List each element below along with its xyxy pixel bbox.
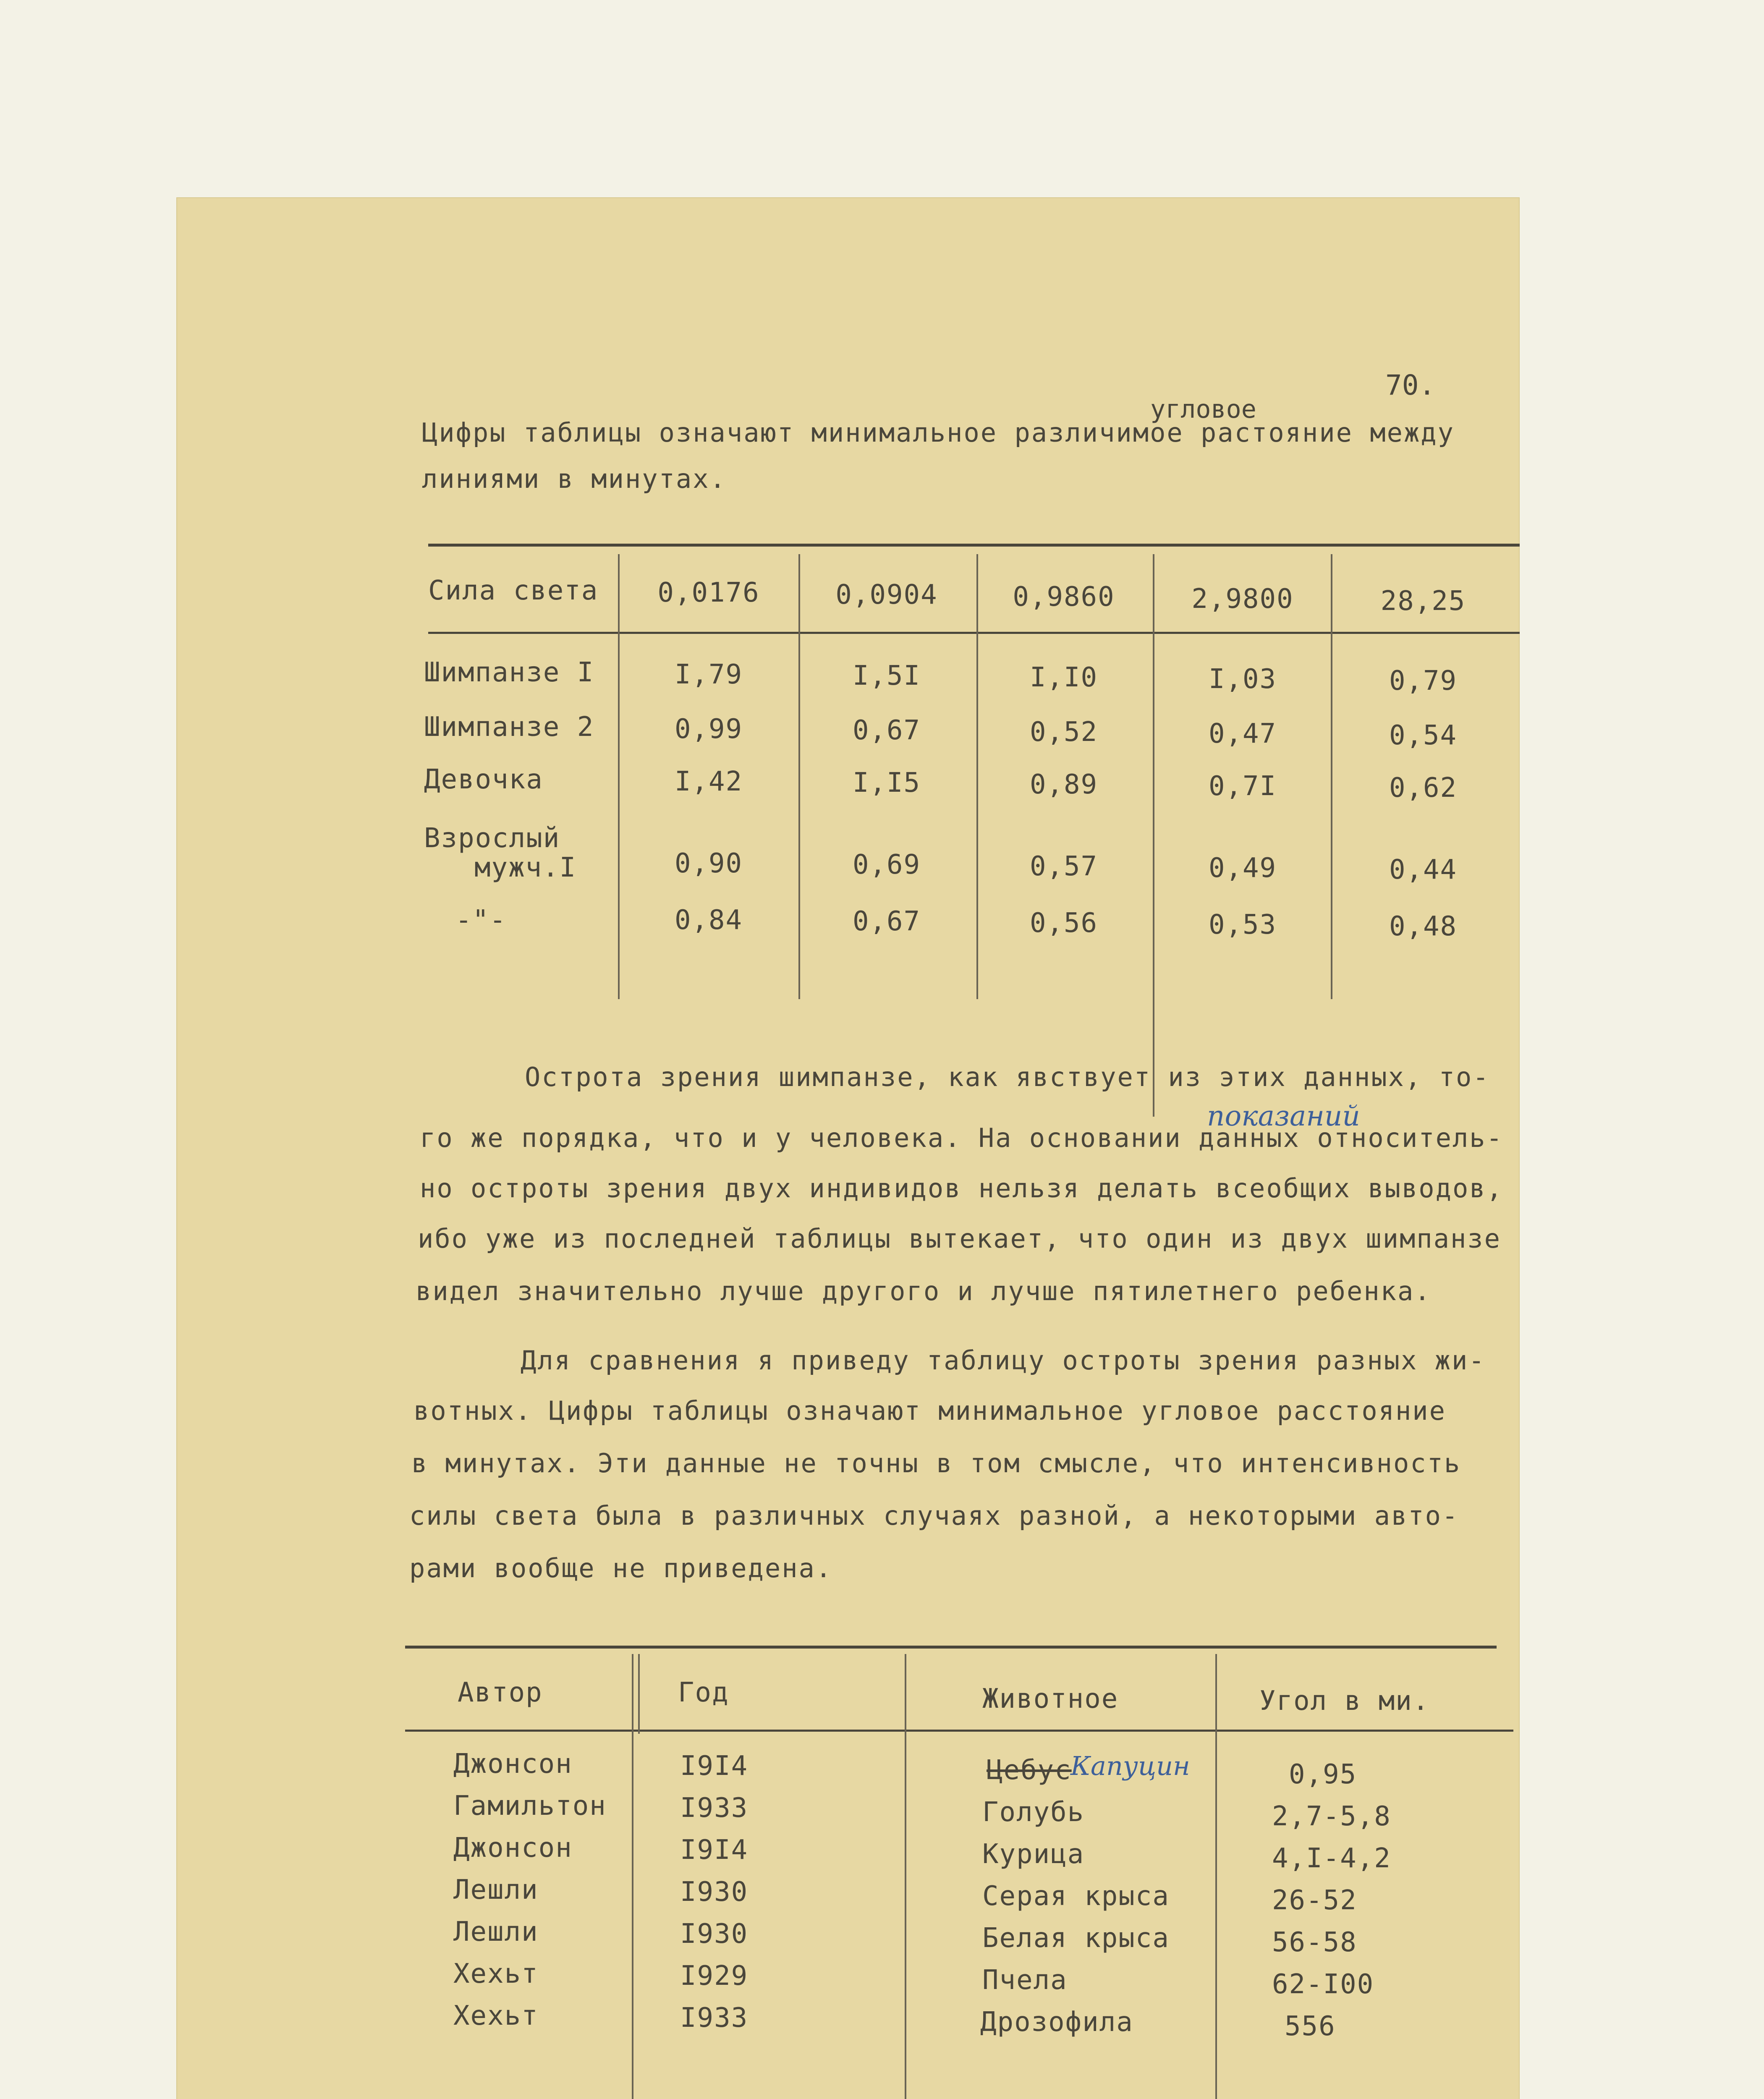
paragraph1-line: Острота зрения шимпанзе, как явствует из этих данных, то- xyxy=(525,1062,1490,1092)
table1-cell: I,03 xyxy=(1208,664,1277,695)
table1-cell: I,42 xyxy=(674,766,743,797)
table1-col-sep xyxy=(798,554,800,999)
intro-line-1: Цифры таблицы означают минимальное различимое растояние между xyxy=(422,417,1455,448)
table1-cell: 0,53 xyxy=(1208,909,1277,940)
table2-animal: Голубь xyxy=(982,1797,1085,1828)
table1-cell: 0,89 xyxy=(1029,769,1098,800)
table1-header-rule xyxy=(428,632,1520,634)
paragraph2-line: рами вообще не приведена. xyxy=(409,1553,833,1583)
table2-header-year: Год xyxy=(678,1677,729,1708)
table1-cell: 0,99 xyxy=(674,714,743,745)
table2-col-sep xyxy=(905,1654,906,2099)
table1-cell: I,79 xyxy=(674,659,743,690)
handwritten-insert-pokazaniy: показаний xyxy=(1207,1100,1360,1132)
table2-angle: 556 xyxy=(1285,2011,1336,2042)
table2-animal: Курица xyxy=(982,1839,1085,1870)
table1-col-header: 0,0176 xyxy=(657,577,760,608)
table2-author: Лешли xyxy=(453,1916,539,1947)
page-number: 70. xyxy=(1385,369,1436,401)
table2-author: Хехьт xyxy=(453,2000,539,2031)
table1-cell: 0,62 xyxy=(1389,772,1458,803)
table1-cell: 0,57 xyxy=(1029,851,1098,882)
table2-header-angle: Угол в ми. xyxy=(1259,1685,1430,1717)
table2-animal: Цебус xyxy=(987,1755,1072,1786)
table2-animal: Дрозофила xyxy=(980,2007,1133,2038)
paragraph2-line: Для сравнения я приведу таблицу остроты зрения разных жи- xyxy=(521,1345,1486,1376)
paragraph1-line: го же порядка, что и у человека. На основании данных относитель- xyxy=(420,1123,1503,1153)
table2-header-author: Автор xyxy=(458,1677,543,1708)
table1-cell: I,5I xyxy=(852,660,921,691)
table1-col-sep xyxy=(1331,554,1332,999)
table1-col-header: 2,9800 xyxy=(1191,584,1294,615)
paragraph1-line: ибо уже из последней таблицы вытекает, что один из двух шимпанзе xyxy=(418,1223,1501,1254)
table1-cell: I,I0 xyxy=(1029,662,1098,693)
document-sheet xyxy=(176,197,1520,2099)
table1-col-header: 0,9860 xyxy=(1013,581,1115,612)
table2-col-sep xyxy=(638,1654,640,1734)
table1-col-sep xyxy=(618,554,620,999)
table2-angle: 0,95 xyxy=(1289,1759,1357,1790)
paragraph2-line: в минутах. Эти данные не точны в том смысле, что интенсивность xyxy=(411,1448,1461,1479)
table2-angle: 62-I00 xyxy=(1272,1969,1374,2000)
table1-cell: 0,84 xyxy=(674,905,743,936)
table2-year: I930 xyxy=(680,1877,749,1908)
table2-year: I929 xyxy=(680,1960,749,1992)
table1-row-label-cont: мужч.I xyxy=(474,852,577,883)
table2-animal: Серая крыса xyxy=(982,1881,1170,1912)
table1-cell: 0,49 xyxy=(1208,853,1277,884)
table1-cell: 0,48 xyxy=(1389,911,1458,942)
table2-author: Хехьт xyxy=(453,1958,539,1989)
table2-top-rule xyxy=(405,1646,1497,1649)
table1-row-label: Девочка xyxy=(424,764,543,795)
table1-cell: 0,67 xyxy=(852,906,921,937)
table1-cell: 0,52 xyxy=(1029,717,1098,748)
intro-insert-handwritten-typed: угловое xyxy=(1150,395,1256,424)
table1-row-label: Взрослый xyxy=(424,823,560,854)
table1-row-label: Шимпанзе I xyxy=(424,657,594,688)
handwritten-kapuzin: Капуцин xyxy=(1070,1751,1190,1781)
table2-angle: 2,7-5,8 xyxy=(1272,1801,1391,1832)
table1-cell: 0,79 xyxy=(1389,665,1458,696)
table1-cell: I,I5 xyxy=(852,767,921,798)
table1-cell: 0,44 xyxy=(1389,854,1458,885)
table1-cell: 0,47 xyxy=(1208,718,1277,749)
table1-cell: 0,54 xyxy=(1389,720,1458,751)
table1-header-label: Сила света xyxy=(428,575,599,606)
table2-angle: 4,I-4,2 xyxy=(1272,1843,1391,1874)
paragraph2-line: силы света была в различных случаях разной, а некоторыми авто- xyxy=(409,1500,1459,1531)
table2-author: Лешли xyxy=(453,1874,539,1905)
table2-col-sep xyxy=(1215,1654,1217,2099)
table2-header-animal: Животное xyxy=(982,1683,1119,1714)
table2-year: I9I4 xyxy=(680,1751,749,1782)
table1-row-label: Шимпанзе 2 xyxy=(424,712,594,743)
table2-author: Гамильтон xyxy=(453,1790,607,1822)
table1-col-header: 0,0904 xyxy=(835,579,938,610)
table1-cell: 0,69 xyxy=(852,849,921,880)
paragraph1-line: видел значительно лучше другого и лучше пятилетнего ребенка. xyxy=(416,1276,1432,1306)
table2-year: I930 xyxy=(680,1918,749,1950)
table1-cell: 0,67 xyxy=(852,715,921,746)
table2-animal: Пчела xyxy=(982,1965,1068,1996)
table2-col-sep xyxy=(632,1654,633,2099)
table2-angle: 56-58 xyxy=(1272,1927,1357,1958)
table1-col-sep xyxy=(1153,554,1154,1117)
intro-line-2: линиями в минутах. xyxy=(422,463,727,494)
table1-col-header: 28,25 xyxy=(1380,586,1466,617)
paragraph2-line: вотных. Цифры таблицы означают минимальное угловое расстояние xyxy=(414,1395,1446,1426)
table1-cell: 0,7I xyxy=(1208,771,1277,802)
table1-col-sep xyxy=(976,554,978,999)
table2-year: I9I4 xyxy=(680,1835,749,1866)
paragraph1-line: но остроты зрения двух индивидов нельзя делать всеобщих выводов, xyxy=(420,1173,1503,1204)
table1-row-label: -"- xyxy=(455,905,507,936)
table2-angle: 26-52 xyxy=(1272,1885,1357,1916)
table2-author: Джонсон xyxy=(453,1748,573,1780)
table1-top-rule xyxy=(428,544,1520,547)
table2-year: I933 xyxy=(680,2002,749,2034)
table1-cell: 0,90 xyxy=(674,848,743,879)
table2-author: Джонсон xyxy=(453,1832,573,1863)
table2-header-rule xyxy=(405,1730,1513,1732)
table2-year: I933 xyxy=(680,1793,749,1824)
table2-animal: Белая крыса xyxy=(982,1923,1170,1954)
table1-cell: 0,56 xyxy=(1029,908,1098,939)
